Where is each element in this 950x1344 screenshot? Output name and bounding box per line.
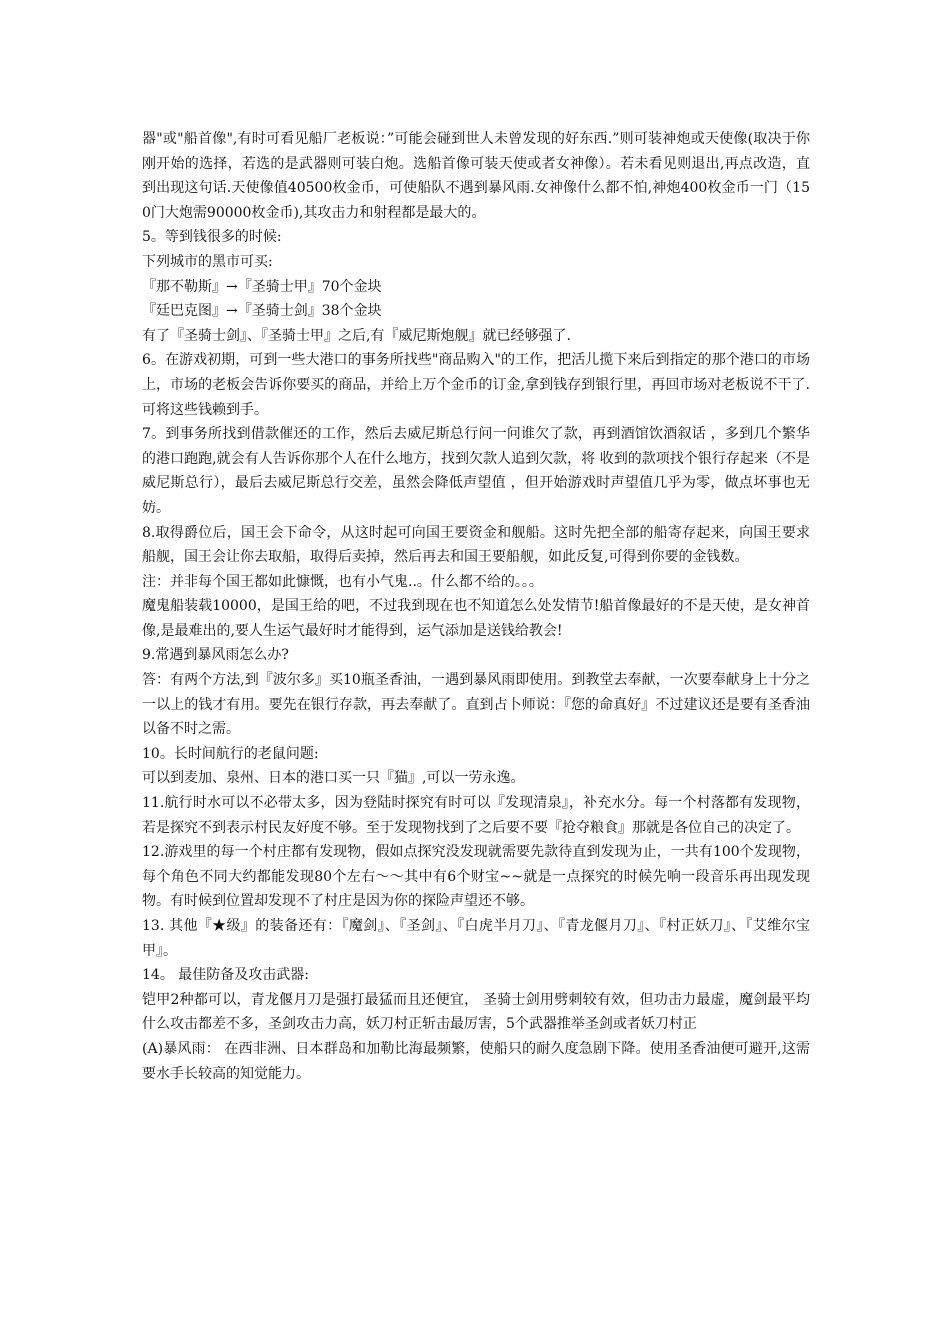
paragraph-tip-5-summary: 有了『圣骑士剑』、『圣骑士甲』之后,有『威尼斯炮舰』就已经够强了.	[142, 327, 571, 344]
paragraph-tip-6: 6。在游戏初期，可到一些大港口的事务所找些"商品购入"的工作，把活儿揽下来后到指定的那个港口的市场上，市场的老板会告诉你要买的商品，并给上万个金币的订金,拿到钱存到银行里，再回市场对老板说不干了.可将这些钱赖到手。	[142, 352, 810, 418]
paragraph-black-market-intro: 下列城市的黑市可买:	[142, 253, 273, 270]
paragraph-ghost-ship: 魔鬼船装载10000，是国王给的吧，不过我到现在也不知道怎么处发情节!船首像最好的不是天使，是女神首像,是最难出的,要人生运气最好时才能得到，运气添加是送钱给教会!	[142, 598, 810, 639]
paragraph-note: 注：并非每个国王都如此慷慨，也有小气鬼..。什么都不给的。。。	[142, 573, 543, 590]
paragraph-tip-7: 7。到事务所找到借款催还的工作，然后去威尼斯总行问一问谁欠了款，再到酒馆饮酒叙话 ，多到几个繁华的港口跑跑,就会有人告诉你那个人在什么地方，找到欠款人追到欠款，将 收到的款项找个银行存起来（不是威尼斯总行），最后去威尼斯总行交差，虽然会降低声望值 ，但开始游戏时声望值几乎为零，做点坏事也无妨。	[142, 426, 810, 516]
paragraph-tip-14-heading: 14。 最佳防备及攻击武器:	[142, 967, 309, 984]
paragraph-naples-item: 『那不勒斯』→『圣骑士甲』70个金块	[142, 278, 382, 295]
paragraph-continuation: 器"或"船首像",有时可看见船厂老板说：”可能会碰到世人未曾发现的好东西.”则可装神炮或天使像(取决于你刚开始的选择，若选的是武器则可装白炮。选船首像可装天使或者女神像）。若未看见则退出,再点改造，直到出现这句话.天使像值40500枚金币，可使船队不遇到暴风雨.女神像什么都不怕,神炮400枚金币一门（150门大炮需90000枚金币),其攻击力和射程都是最大的。	[142, 131, 810, 221]
paragraph-tip-14-body: 铠甲2种都可以，青龙偃月刀是强打最猛而且还便宜， 圣骑士剑用劈刺较有效，但功击力最虚，魔剑最平均什么攻击都差不多，圣剑攻击力高，妖刀村正斩击最厉害，5个武器推举圣剑或者妖刀村正	[142, 991, 810, 1033]
paragraph-tip-10-heading: 10。长时间航行的老鼠问题:	[142, 745, 319, 762]
paragraph-tip-5-heading: 5。等到钱很多的时候:	[142, 229, 282, 246]
paragraph-tip-9-question: 9.常遇到暴风雨怎么办?	[142, 647, 289, 664]
paragraph-tip-9-answer: 答：有两个方法,到『波尔多』买10瓶圣香油，一遇到暴风雨即使用。到教堂去奉献，一次要奉献身上十分之一以上的钱才有用。要先在银行存款，再去奉献了。直到占卜师说：『您的命真好』不过建议还是要有圣香油以备不时之需。	[142, 672, 810, 738]
paragraph-tip-8: 8.取得爵位后，国王会下命令，从这时起可向国王要资金和舰船。这时先把全部的船寄存起来，向国王要求船舰，国王会让你去取船，取得后卖掉，然后再去和国王要船舰，如此反复,可得到你要的金钱数。	[142, 524, 810, 566]
paragraph-tip-13: 13. 其他『★级』的装备还有：『魔剑』、『圣剑』、『白虎半月刀』、『青龙偃月刀』、『村正妖刀』、『艾维尔宝甲』。	[142, 918, 810, 959]
paragraph-tip-11: 11.航行时水可以不必带太多，因为登陆时探究有时可以『发现清泉』，补充水分。每一个村落都有发现物，若是探究不到表示村民友好度不够。至于发现物找到了之后要不要『抢夺粮食』那就是各位自己的决定了。	[142, 795, 810, 836]
paragraph-tip-12: 12.游戏里的每一个村庄都有发现物，假如点探究没发现就需要先款待直到发现为止，一共有100个发现物，每个角色不同大约都能发现80个左右～～其中有6个财宝~~就是一点探究的时候先响一段音乐再出现发现物。有时候到位置却发现不了村庄是因为你的探险声望还不够。	[142, 844, 810, 910]
paragraph-storm: (A)暴风雨： 在西非洲、日本群岛和加勒比海最频繁，使船只的耐久度急剧下降。使用圣香油便可避开,这需要水手长较高的知觉能力。	[142, 1040, 810, 1082]
paragraph-tip-10-answer: 可以到麦加、泉州、日本的港口买一只『猫』,可以一劳永逸。	[142, 770, 525, 787]
paragraph-timbuktu-item: 『廷巴克图』→『圣骑士剑』38个金块	[142, 303, 382, 320]
document-body	[142, 127, 810, 1086]
